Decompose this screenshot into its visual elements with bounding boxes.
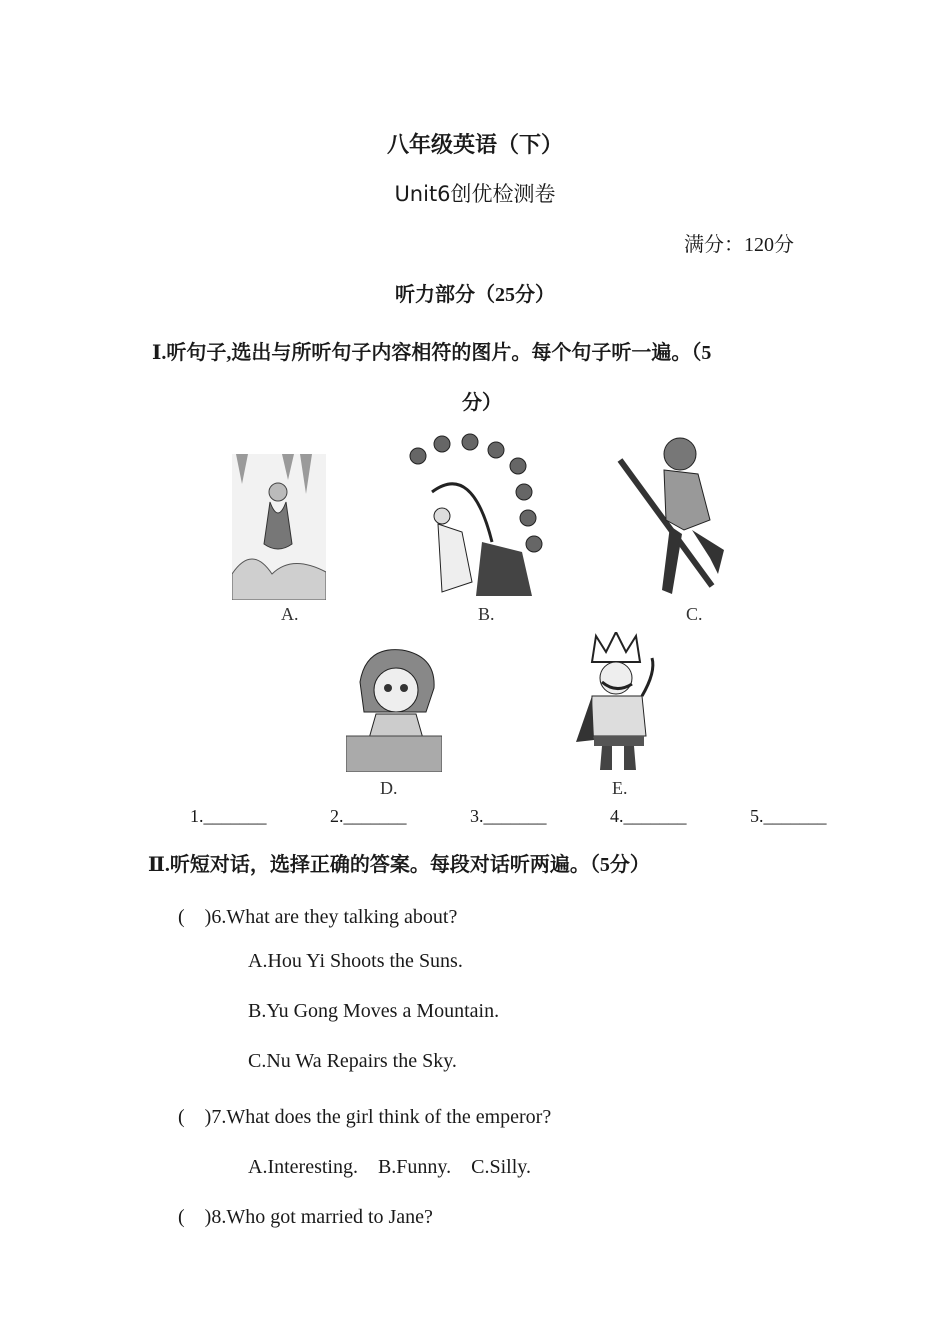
question-6-option-b: B.Yu Gong Moves a Mountain. bbox=[248, 1000, 500, 1022]
monkey-king-image bbox=[614, 430, 736, 600]
girl-red-hood-image bbox=[346, 642, 442, 772]
picture-a-label: A. bbox=[281, 604, 299, 624]
archer-shooting-suns-image bbox=[402, 432, 552, 600]
question-6-option-c: C.Nu Wa Repairs the Sky. bbox=[248, 1050, 457, 1072]
section-2-instructions: Ⅱ.听短对话，选择正确的答案。每段对话听两遍。（5分） bbox=[148, 854, 650, 876]
answer-blank-3[interactable]: 3._______ bbox=[470, 806, 547, 826]
emperor-crown-image bbox=[572, 632, 666, 774]
section-1-line-1: Ⅰ.听句子,选出与所听句子内容相符的图片。每个句子听一遍。（5 bbox=[152, 342, 712, 364]
page-subtitle: Unit6创优检测卷 bbox=[394, 182, 556, 206]
total-score: 满分：120分 bbox=[684, 234, 794, 256]
answer-blank-4[interactable]: 4._______ bbox=[610, 806, 687, 826]
answer-blank-2[interactable]: 2._______ bbox=[330, 806, 407, 826]
question-7-options: A.Interesting. B.Funny. C.Silly. bbox=[248, 1156, 531, 1178]
picture-c-label: C. bbox=[686, 604, 703, 624]
picture-e-label: E. bbox=[612, 778, 628, 798]
listening-part-title: 听力部分（25分） bbox=[395, 284, 555, 306]
question-6-option-a: A.Hou Yi Shoots the Suns. bbox=[248, 950, 463, 972]
mermaid-girl-image bbox=[232, 454, 326, 600]
section-1-instructions bbox=[152, 328, 812, 428]
section-1-line-2: 分） bbox=[462, 392, 502, 414]
page-title: 八年级英语（下） bbox=[386, 133, 563, 158]
answer-blank-5[interactable]: 5._______ bbox=[750, 806, 827, 826]
question-8: ( )8.Who got married to Jane? bbox=[178, 1206, 433, 1228]
picture-d-label: D. bbox=[380, 778, 398, 798]
question-7: ( )7.What does the girl think of the emperor? bbox=[178, 1106, 552, 1128]
answer-blank-1[interactable]: 1._______ bbox=[190, 806, 267, 826]
picture-b-label: B. bbox=[478, 604, 495, 624]
question-6: ( )6.What are they talking about? bbox=[178, 906, 458, 928]
